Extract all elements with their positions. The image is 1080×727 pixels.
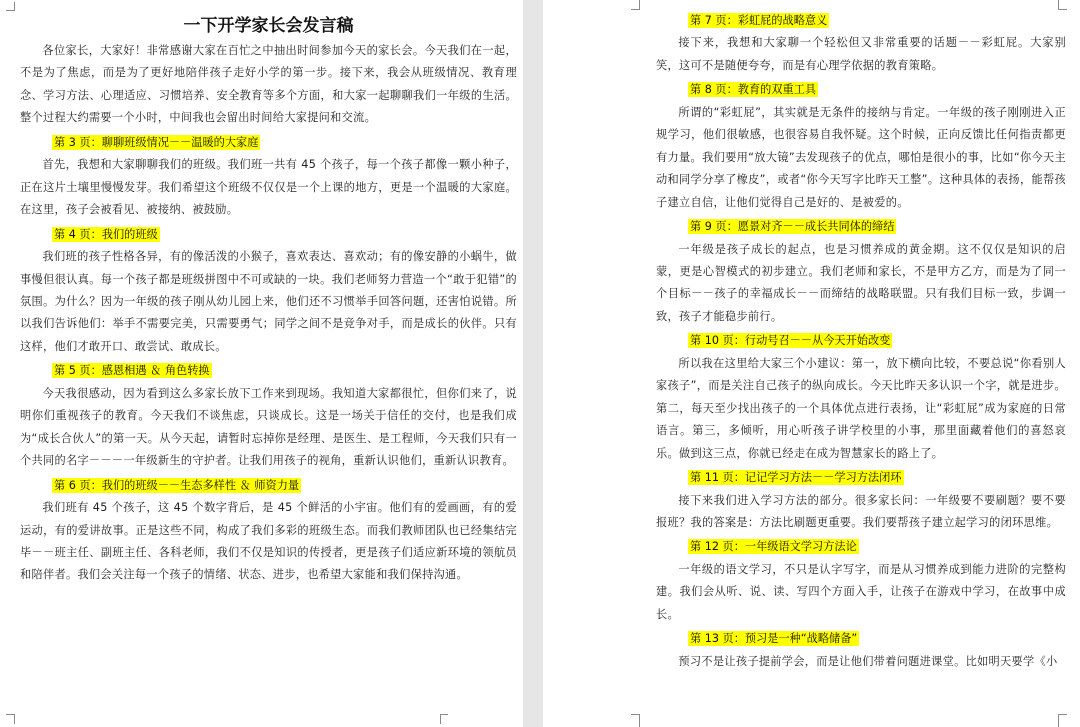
highlighted-heading-text: 第 10 页：行动号召－－从今天开始改变 — [690, 334, 891, 348]
corner-mark — [6, 714, 14, 715]
highlighted-heading-text: 第 5 页：感恩相遇 ＆ 角色转换 — [54, 364, 210, 378]
highlighted-heading-text: 第 4 页：我们的班级 — [54, 227, 158, 241]
page-gap — [523, 0, 543, 727]
paragraph: 接下来我们进入学习方法的部分。很多家长问：一年级要不要刷题？要不要报班？我的答案是：方法比刷题更重要。我们要帮孩子建立起学习的闭环思维。 — [656, 493, 1066, 529]
section-heading — [656, 8, 1066, 32]
section-heading — [20, 473, 517, 497]
corner-mark — [639, 0, 640, 9]
highlighted-heading-text: 第 13 页：预习是一种“战略储备” — [690, 632, 858, 646]
corner-mark — [1058, 9, 1067, 10]
highlighted-heading-text: 第 6 页：我们的班级－－生态多样性 ＆ 师资力量 — [54, 478, 300, 492]
corner-mark — [1058, 714, 1059, 727]
paragraph: 所以我在这里给大家三个小建议：第一，放下横向比较，不要总说“你看别人家孩子”，而是关注自己孩子的纵向成长。今天比昨天多认识一个字，就是进步。第二，每天至少找出孩子的一个具体优点进行表扬，让“彩虹屁”成为家庭的日常语言。第三，多倾听，用心听孩子讲学校里的小事，那里面藏着他们的喜怒哀乐。做到这三点，你就已经走在成为智慧家长的路上了。 — [656, 356, 1066, 460]
highlighted-heading-text: 第 7 页：彩虹屁的战略意义 — [690, 14, 828, 27]
highlighted-heading-text: 第 9 页：愿景对齐－－成长共同体的缔结 — [690, 220, 895, 234]
paragraph: 一年级是孩子成长的起点，也是习惯养成的黄金期。这不仅仅是知识的启蒙，更是心智模式的初步建立。我们老师和家长，不是甲方乙方，而是为了同一个目标－－孩子的幸福成长－－而缔结的战略联盟。只有我们目标一致，步调一致，孩子才能稳步前行。 — [656, 242, 1066, 323]
document-title: 一下开学家长会发言稿 — [183, 16, 354, 36]
corner-mark — [1058, 714, 1067, 715]
paragraph: 我们班有 45 个孩子，这 45 个数字背后，是 45 个鲜活的小宇宙。他们有的爱画画，有的爱运动，有的爱讲故事。正是这些不同，构成了我们多彩的班级生态。而我们教师团队也已经集结完毕－－班主任、副班主任、各科老师，我们不仅是知识的传授者，更是孩子们适应新环境的领航员和陪伴者。我们会关注每一个孩子的情绪、状态、进步，也希望大家能和我们保持沟通。 — [20, 501, 517, 582]
corner-mark — [6, 10, 14, 11]
section-heading — [656, 534, 1066, 558]
corner-mark — [631, 9, 640, 10]
paragraph: 一年级的语文学习，不只是认字写字，而是从习惯养成到能力进阶的完整构建。我们会从听、说、读、写四个方面入手，让孩子在游戏中学习，在故事中成长。 — [656, 562, 1066, 621]
corner-mark — [631, 714, 640, 715]
paragraph: 我们班的孩子性格各异，有的像活泼的小猴子，喜欢表达、喜欢动；有的像安静的小蜗牛，做事慢但很认真。每一个孩子都是班级拼图中不可或缺的一块。我们老师努力营造一个“敢于犯错”的氛围。为什么？因为一年级的孩子刚从幼儿园上来，他们还不习惯举手回答问题，还害怕说错。所以我们告诉他们：举手不需要完美，只需要勇气；同学之间不是竞争对手，而是成长的伙伴。只有这样，他们才敢开口、敢尝试、敢成长。 — [20, 250, 517, 353]
paragraph: 今天我很感动，因为看到这么多家长放下工作来到现场。我知道大家都很忙，但你们来了，说明你们重视孩子的教育。今天我们不谈焦虑，只谈成长。这是一场关于信任的交付，也是我们成为“成长合伙人”的第一天。从今天起，请暂时忘掉你是经理、是医生、是工程师，今天我们只有一个共同的名字－－－一年级新生的守护者。让我们用孩子的视角，重新认识他们，重新认识教育。 — [20, 386, 517, 468]
corner-mark — [440, 714, 448, 715]
section-heading — [656, 465, 1066, 489]
highlighted-heading-text: 第 3 页：聊聊班级情况－－温暖的大家庭 — [54, 135, 259, 149]
highlighted-heading-text: 第 8 页：教育的双重工具 — [690, 83, 817, 97]
corner-mark — [440, 714, 441, 724]
section-heading — [20, 358, 517, 382]
paragraph: 所谓的“彩虹屁”，其实就是无条件的接纳与肯定。一年级的孩子刚刚进入正规学习，他们很敏感，也很容易自我怀疑。这个时候，正向反馈比任何指责都更有力量。我们要用“放大镜”去发现孩子的优点，哪怕是很小的事，比如“你今天主动和同学分享了橡皮”，或者“你今天写字比昨天工整”。这种具体的表扬，能帮孩子建立自信，让他们觉得自己是好的、是被爱的。 — [656, 105, 1066, 209]
document-page-right — [543, 0, 1080, 727]
paragraph: 首先，我想和大家聊聊我们的班级。我们班一共有 45 个孩子，每一个孩子都像一颗小种子，正在这片土壤里慢慢发芽。我们希望这个班级不仅仅是一个上课的地方，更是一个温暖的大家庭。在这里，孩子会被看见、被接纳、被鼓励。 — [20, 158, 517, 217]
section-heading — [656, 214, 1066, 238]
section-heading — [20, 222, 517, 246]
section-heading — [20, 130, 517, 154]
section-heading — [656, 328, 1066, 352]
section-heading — [656, 626, 1066, 650]
corner-mark — [14, 2, 15, 11]
highlighted-heading-text: 第 11 页：记记学习方法－－学习方法闭环 — [690, 471, 902, 485]
section-heading — [656, 77, 1066, 101]
corner-mark — [639, 714, 640, 727]
document-page-left — [0, 0, 523, 727]
highlighted-heading-text: 第 12 页：一年级语文学习方法论 — [690, 540, 857, 554]
paragraph: 接下来，我想和大家聊一个轻松但又非常重要的话题－－彩虹屁。大家别笑，这可不是随便夸夸，而是有心理学依据的教育策略。 — [656, 36, 1066, 72]
paragraph: 预习不是让孩子提前学会，而是让他们带着问题进课堂。比如明天要学《小 — [678, 654, 1058, 668]
corner-mark — [1058, 0, 1059, 9]
corner-mark — [14, 714, 15, 724]
paragraph: 各位家长，大家好！非常感谢大家在百忙之中抽出时间参加今天的家长会。今天我们在一起，不是为了焦虑，而是为了更好地陪伴孩子走好小学的第一步。接下来，我会从班级情况、教育理念、学习方法、心理适应、习惯培养、安全教育等多个方面，和大家一起聊聊我们一年级的生活。整个过程大约需要一个小时，中间我也会留出时间给大家提问和交流。 — [20, 44, 517, 125]
